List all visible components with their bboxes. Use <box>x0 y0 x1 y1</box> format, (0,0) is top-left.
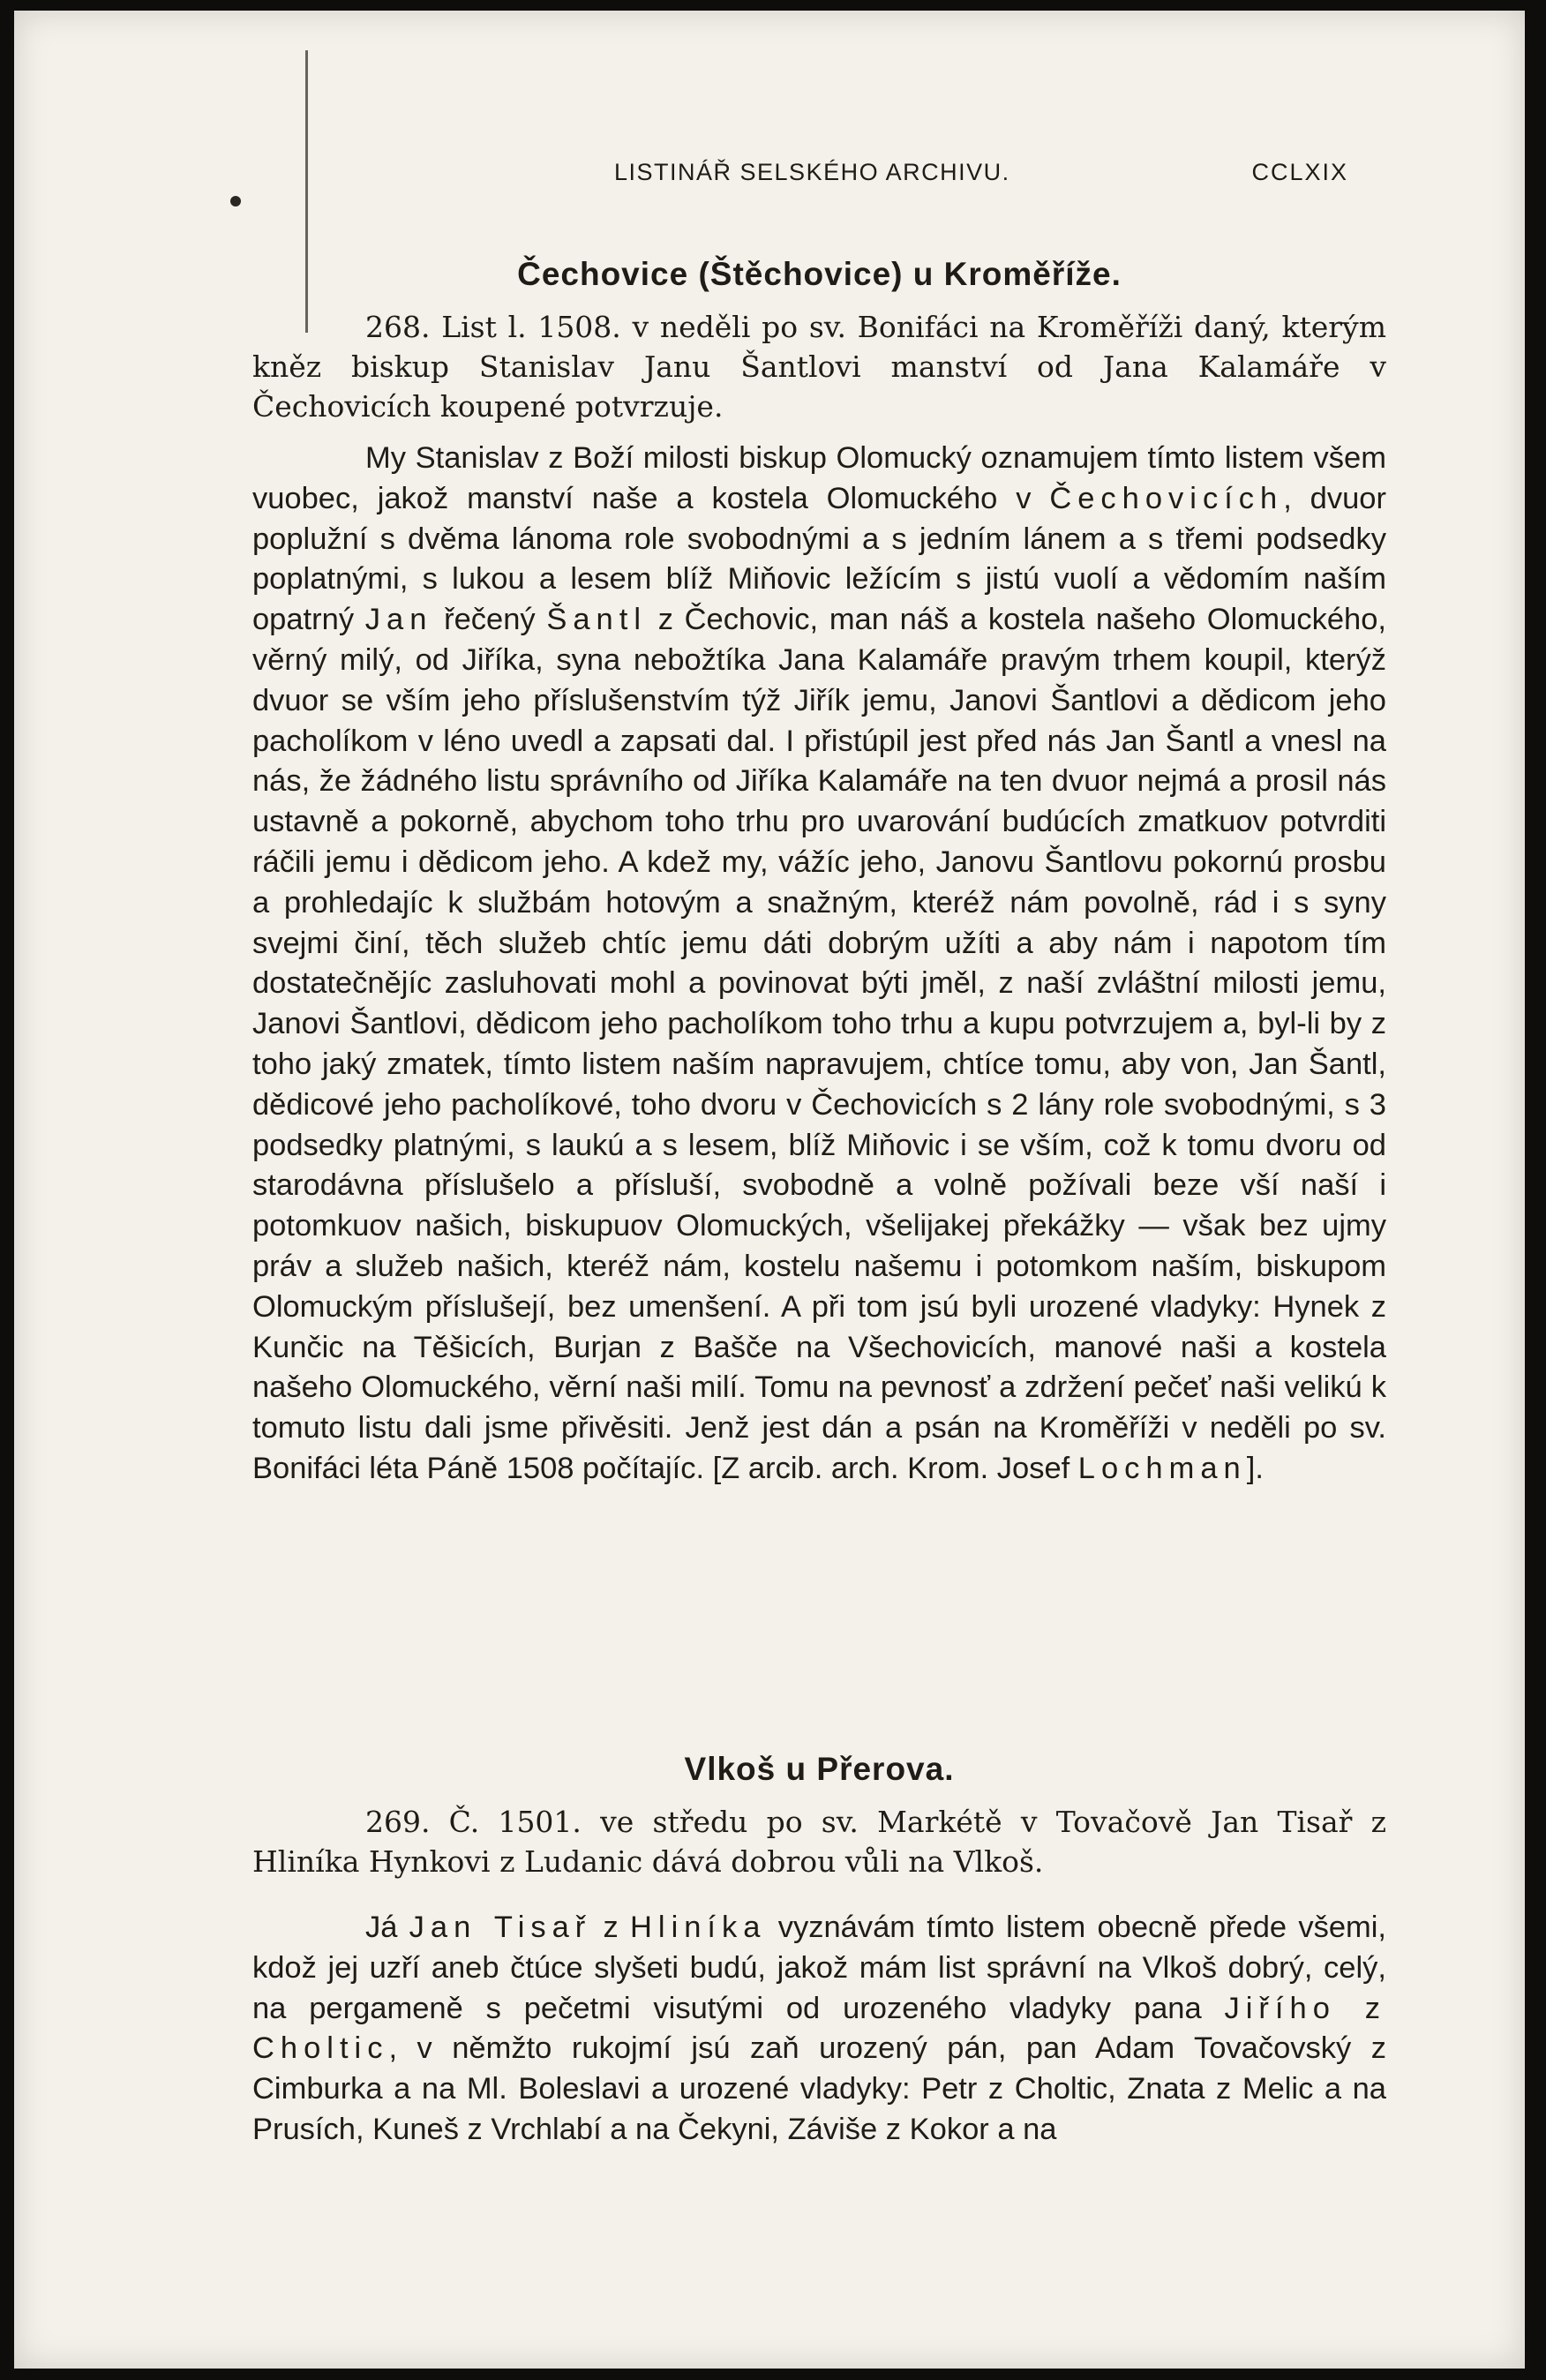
spaced-name: Čechovicích <box>1049 481 1284 515</box>
spaced-name: Jan Tisař <box>409 1911 592 1944</box>
text-run: My Stanislav z Boží milosti biskup Olomucký oznamujem tímto listem všem vuobec, jakož manství naše a kostela Olomuckého v <box>252 441 1386 515</box>
text-run: vyznávám tímto listem obecně přede všemi, kdož jej uzří aneb čtúce slyšeti budú, jakož mám list správní na Vlkoš dobrý, celý, na pergameně s pečetmi visutými od urozeného vladyky pana <box>252 1911 1386 2025</box>
page-header <box>226 159 1348 194</box>
document-page <box>14 11 1525 2369</box>
margin-dot <box>230 196 241 206</box>
text-run: ]. <box>1246 1451 1264 1485</box>
section-vlkos <box>252 1751 1386 2151</box>
text-run: z Čechovic, man náš a kostela našeho Olomuckého, věrný milý, od Jiříka, syna nebožtíka Jana Kalamáře pravým trhem koupil, kterýž dvuor se vším jeho příslušenstvím týž Jiřík jemu, Janovi Šantlovi a dědicom jeho pacholíkom v léno uvedl a zapsati dal. I přistúpil jest před nás Jan Šantl a vnesl na nás, že žádného listu správního od Jiříka Kalamáře na ten dvuor nejmá a prosil nás ustavně a pokorně, abychom toho trhu pro uvarování budúcích zmatkuov potvrditi ráčili jemu i dědicom jeho. A kdež my, vážíc jeho, Janovu Šantlovu pokornú prosbu a prohledajíc k službám hotovým a snažným, kteréž nám povolně, rád i s syny svejmi činí, těch služeb chtíc jemu dáti dobrým užíti a aby nám i napotom tím dostatečnějíc zasluhovati mohl a povinovat býti jměl, z naší zvláštní milosti jemu, Janovi Šantlovi, dědicom jeho pacholíkom toho trhu a kupu potvrzujem a, byl-li by z toho jaký zmatek, tímto listem naším napravujem, chtíce tomu, aby von, Jan Šantl, dědicové jeho pacholíkové, toho dvoru v Čechovicích s 2 lány role svobodnými, s 3 podsedky platnými, s laukú a s lesem, blíž Miňovic i se vším, což k tomu dvoru od starodávna příslušelo a přísluší, svobodně a volně požívali beze vší naší i potomkuov našich, biskupuov Olomuckých, všelijakej překážky — však bez ujmy práv a služeb našich, kteréž nám, kostelu našemu i potomkom naším, biskupom Olomuckým příslušejí, bez umenšení. A při tom jsú byli urozené vladyky: Hynek z Kunčic na Těšicích, Burjan z Bašče na Všechovicích, manové naši a kostela našeho Olomuckého, věrní naši milí. Tomu na pevnosť a zdržení pečeť naši velikú k tomuto listu dali jsme přivěsiti. Jenž jest dán a psán na Kroměříži v neděli po sv. Bonifáci léta Páně 1508 počítajíc. [Z arcib. arch. Krom. Josef <box>252 603 1386 1485</box>
spaced-name: Jan <box>364 603 433 637</box>
text-run: , v němžto rukojmí jsú zaň urozený pán, pan Adam Tovačovský z Cimburka a na Ml. Boleslavi a urozené vladyky: Petr z Choltic, Znata z Melic a na Prusích, Kuneš z Vrchlabí a na Čekyni, Záviše z Kokor a na <box>252 2031 1386 2146</box>
page-number: CCLXIX <box>1251 159 1348 185</box>
spaced-name: Jiřího z Choltic <box>252 1991 1386 2066</box>
text-run: řečený <box>432 603 547 637</box>
spaced-name: Šantl <box>546 603 647 637</box>
charter-text <box>252 1908 1386 2151</box>
text-run: , dvuor poplužní s dvěma lánoma role svobodnými a s jedním lánem a s třemi podsedky poplatnými, s lukou a lesem blíž Miňovic ležícím s jistú vuolí a vědomím naším opatrný <box>252 481 1386 637</box>
section-title: Vlkoš u Přerova. <box>684 1751 955 1787</box>
text-run: z <box>591 1911 630 1944</box>
running-title: LISTINÁŘ SELSKÉHO ARCHIVU. <box>614 159 1010 185</box>
regest: 268. List l. 1508. v neděli po sv. Bonifáci na Kroměříži daný, kterým kněz biskup Stanislav Janu Šantlovi manství od Jana Kalamáře v Čechovicích koupené potvrzuje. <box>252 310 1386 424</box>
section-title: Čechovice (Štěchovice) u Kroměříže. <box>517 256 1122 292</box>
section-cechovice <box>252 256 1386 1490</box>
spaced-name: Lochman <box>1077 1451 1247 1485</box>
charter-text <box>252 439 1386 1490</box>
regest: 269. Č. 1501. ve středu po sv. Markétě v Tovačově Jan Tisař z Hliníka Hynkovi z Ludanic dává dobrou vůli na Vlkoš. <box>252 1805 1386 1879</box>
spaced-name: Hliníka <box>630 1911 767 1944</box>
text-run: Já <box>365 1911 409 1944</box>
